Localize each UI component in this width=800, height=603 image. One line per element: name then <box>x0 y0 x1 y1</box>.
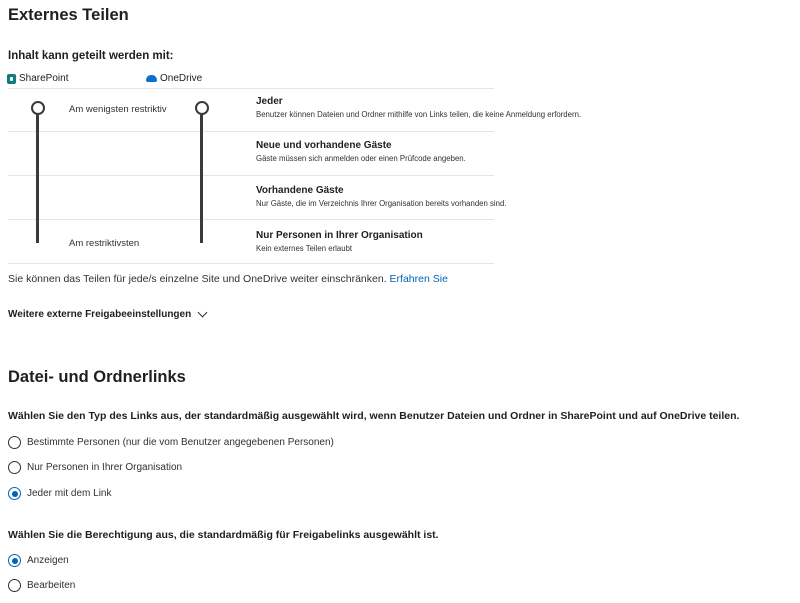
divider <box>8 175 494 176</box>
radio-button[interactable] <box>8 436 21 449</box>
sharepoint-slider-handle[interactable] <box>31 101 45 115</box>
link-type-question: Wählen Sie den Typ des Links aus, der standardmäßig ausgewählt wird, wenn Benutzer Dateien und Ordner in SharePoint und auf OneDrive teilen. <box>8 410 740 422</box>
divider <box>8 88 494 89</box>
more-sharing-settings-toggle[interactable] <box>8 309 206 320</box>
radio-edit[interactable] <box>8 579 75 592</box>
level-desc-anyone: Benutzer können Dateien und Ordner mithilfe von Links teilen, die keine Anmeldung erfordern. <box>256 110 582 119</box>
most-restrictive-label: Am restriktivsten <box>69 238 140 249</box>
sharepoint-label: SharePoint <box>19 73 69 84</box>
sharepoint-slider-track[interactable] <box>36 110 39 243</box>
onedrive-heading <box>146 73 202 84</box>
onedrive-slider-handle[interactable] <box>195 101 209 115</box>
radio-button-selected[interactable] <box>8 554 21 567</box>
level-title-existing-guests: Vorhandene Gäste <box>256 185 344 196</box>
radio-label: Anzeigen <box>27 555 69 566</box>
radio-specific-people[interactable] <box>8 436 334 449</box>
permission-question: Wählen Sie die Berechtigung aus, die standardmäßig für Freigabelinks ausgewählt ist. <box>8 529 439 541</box>
divider <box>8 131 494 132</box>
radio-anyone-with-link[interactable] <box>8 487 111 500</box>
radio-label: Nur Personen in Ihrer Organisation <box>27 462 183 473</box>
level-desc-org-only: Kein externes Teilen erlaubt <box>256 244 353 253</box>
divider <box>8 263 494 264</box>
level-title-new-existing-guests: Neue und vorhandene Gäste <box>256 140 392 151</box>
more-sharing-settings-label: Weitere externe Freigabeeinstellungen <box>8 309 192 320</box>
radio-org-only[interactable] <box>8 461 182 474</box>
radio-label: Bearbeiten <box>27 580 76 591</box>
radio-button[interactable] <box>8 461 21 474</box>
onedrive-slider-track[interactable] <box>200 110 203 243</box>
divider <box>8 219 494 220</box>
chevron-down-icon <box>198 308 208 318</box>
level-title-anyone: Jeder <box>256 96 283 107</box>
content-sharing-label: Inhalt kann geteilt werden mit: <box>8 50 174 62</box>
sharepoint-icon <box>7 74 16 84</box>
sharepoint-heading <box>7 73 68 84</box>
restriction-note-text: Sie können das Teilen für jede/s einzelne Site und OneDrive weiter einschränken. <box>8 273 390 285</box>
radio-label: Jeder mit dem Link <box>27 488 112 499</box>
radio-label: Bestimmte Personen (nur die vom Benutzer angegebenen Personen) <box>27 437 334 448</box>
file-links-title: Datei- und Ordnerlinks <box>8 368 186 386</box>
onedrive-icon <box>146 75 157 82</box>
restriction-note <box>8 273 448 285</box>
page-title: Externes Teilen <box>8 6 129 24</box>
radio-button-selected[interactable] <box>8 487 21 500</box>
level-desc-existing-guests: Nur Gäste, die im Verzeichnis Ihrer Organisation bereits vorhanden sind. <box>256 199 507 208</box>
radio-button[interactable] <box>8 579 21 592</box>
onedrive-label: OneDrive <box>160 73 203 84</box>
level-desc-new-existing-guests: Gäste müssen sich anmelden oder einen Prüfcode angeben. <box>256 154 466 163</box>
radio-view[interactable] <box>8 554 69 567</box>
learn-more-link[interactable]: Erfahren Sie <box>389 273 448 285</box>
least-restrictive-label: Am wenigsten restriktiv <box>69 104 167 115</box>
level-title-org-only: Nur Personen in Ihrer Organisation <box>256 230 423 241</box>
